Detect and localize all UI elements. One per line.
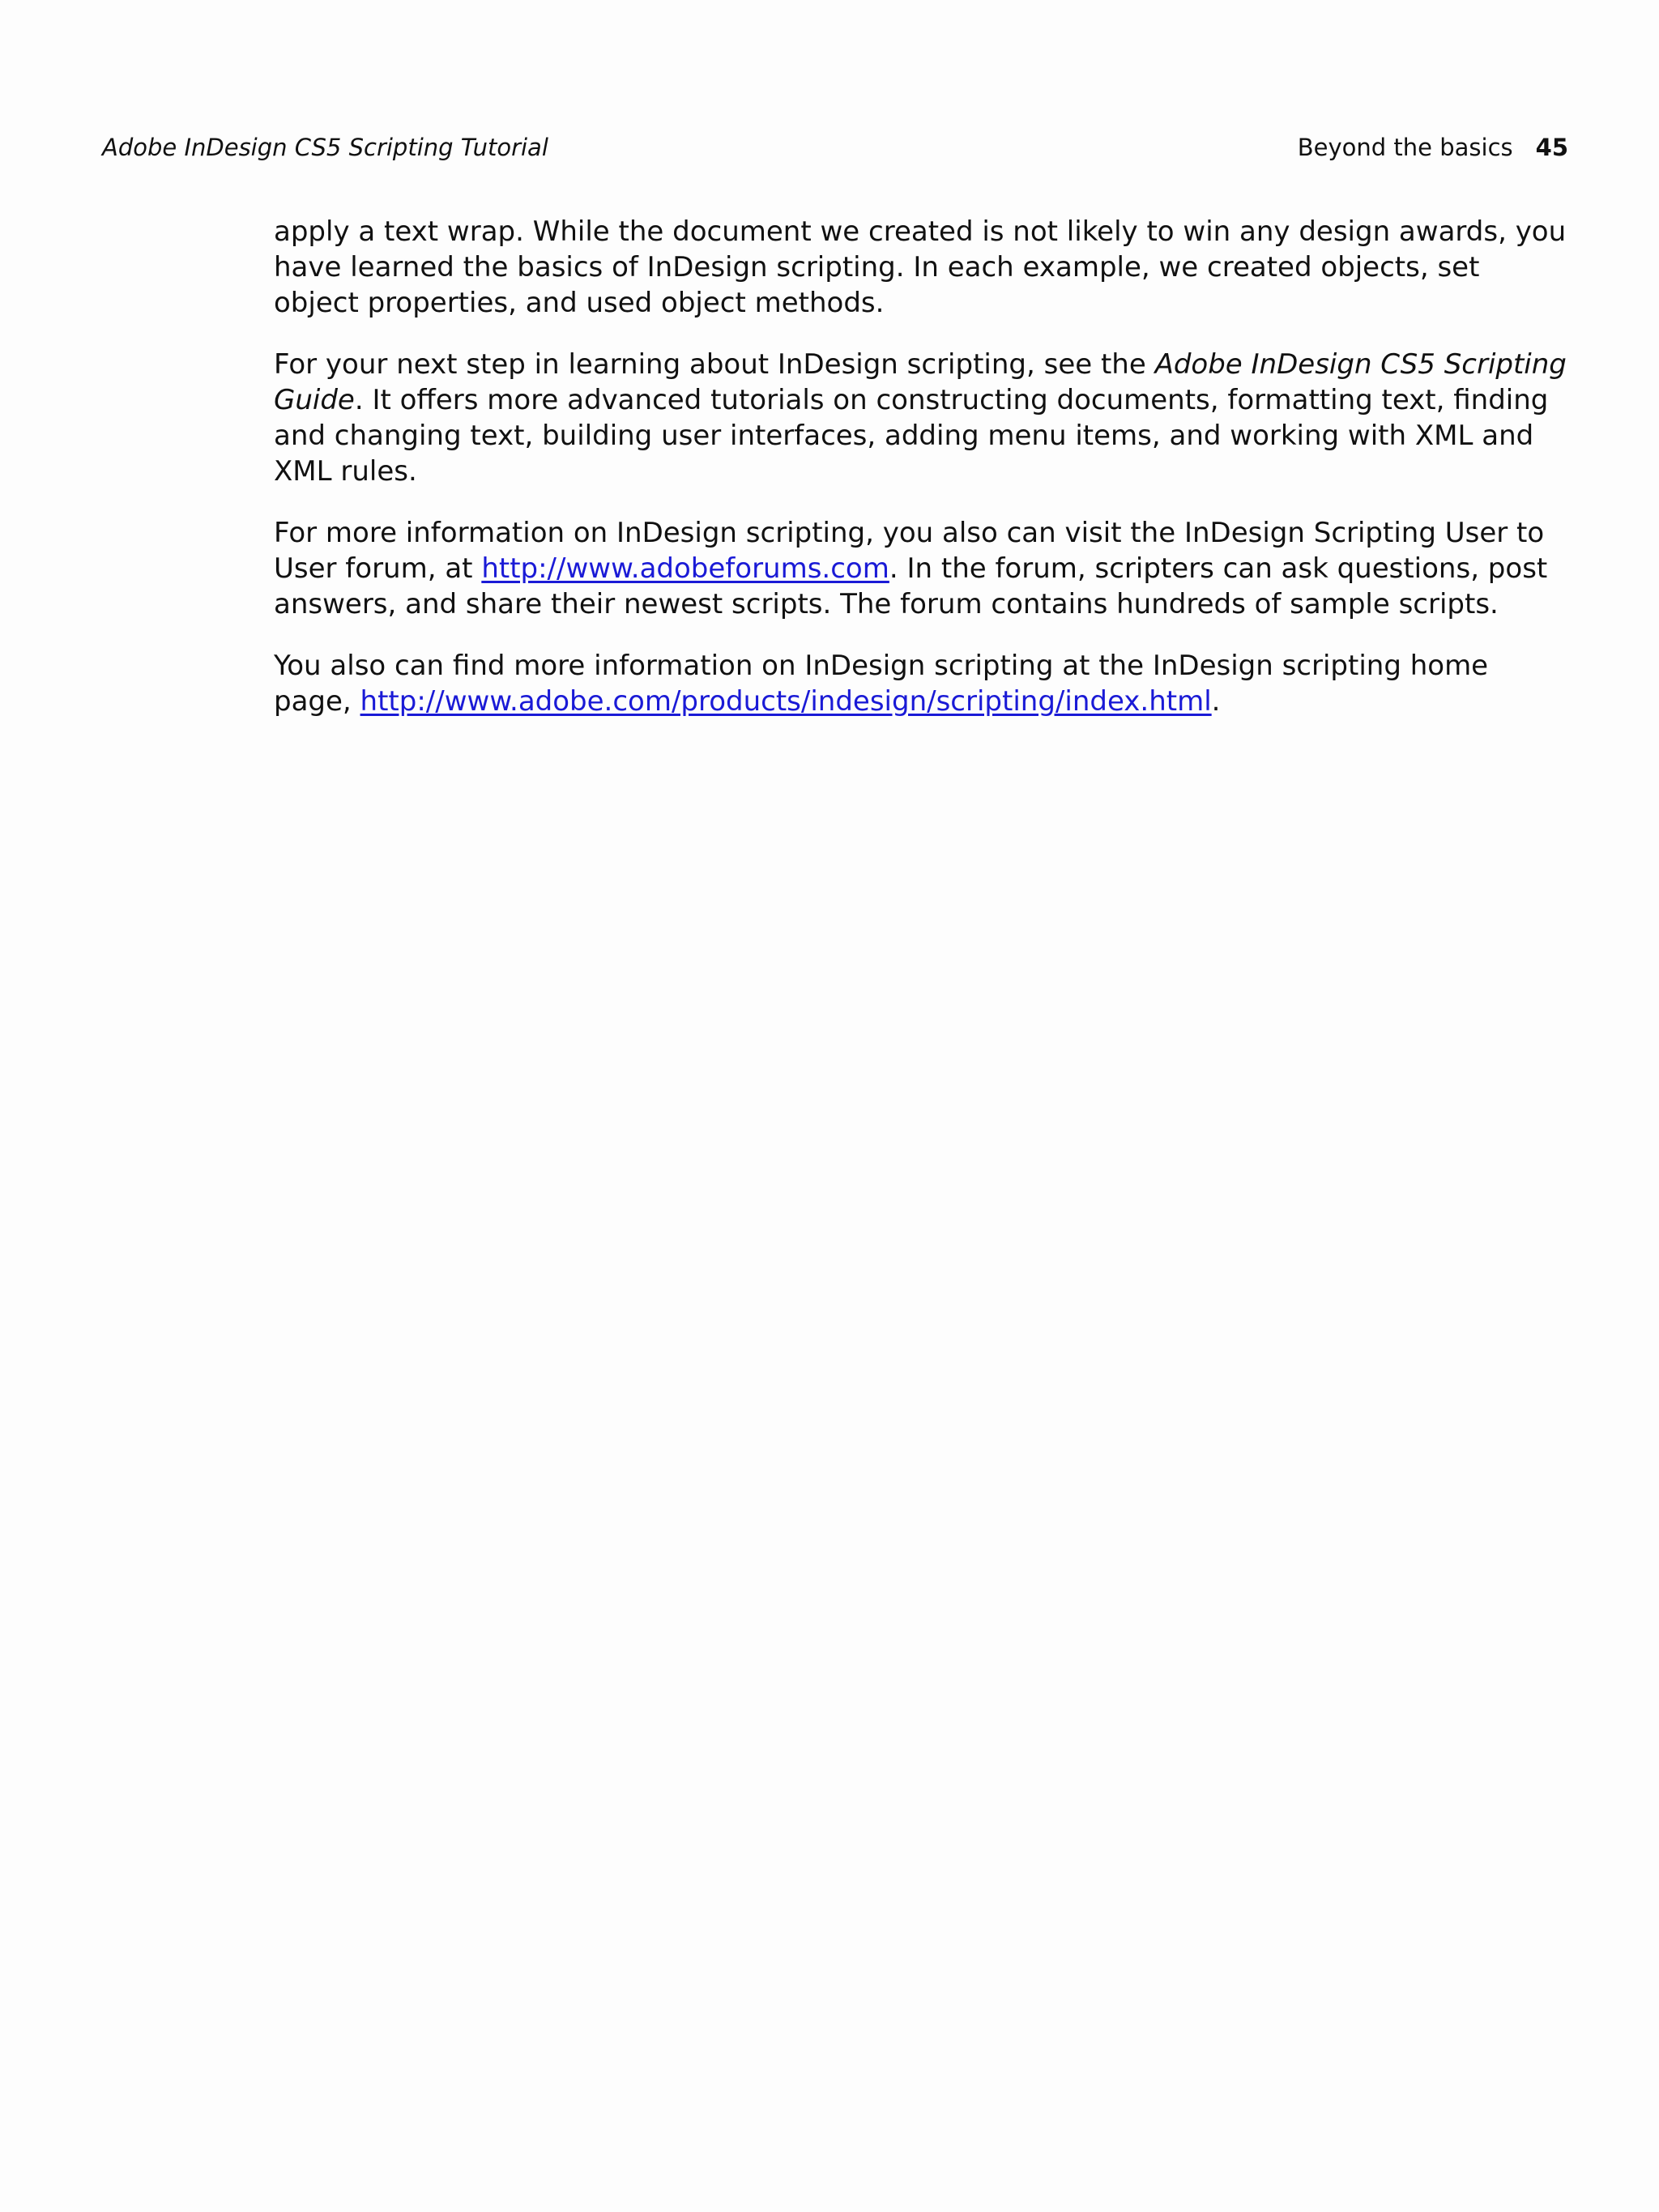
page-number: 45 xyxy=(1535,134,1568,161)
indesign-scripting-home-link[interactable]: http://www.adobe.com/products/indesign/scripting/index.html xyxy=(360,685,1212,718)
paragraph-1 xyxy=(274,214,1570,321)
paragraph-3-text-after: . In the forum, scripters can ask questions, post answers, and share their newest scripts. The forum contains hundreds of sample scripts. xyxy=(274,552,1548,620)
book-title: Adobe InDesign CS5 Scripting Tutorial xyxy=(102,134,548,161)
paragraph-3 xyxy=(274,515,1570,622)
paragraph-2 xyxy=(274,347,1570,489)
scripting-guide-title: Adobe InDesign CS5 Scripting Guide xyxy=(274,348,1567,416)
section-title: Beyond the basics xyxy=(1297,134,1513,161)
running-header xyxy=(102,130,1568,165)
paragraph-4 xyxy=(274,648,1570,719)
paragraph-4-text-before: You also can find more information on InDesign scripting at the InDesign scripting home page, xyxy=(274,650,1489,718)
paragraph-2-text-before: For your next step in learning about InDesign scripting, see the xyxy=(274,348,1155,381)
paragraph-2-text-after: . It offers more advanced tutorials on constructing documents, formatting text, finding and changing text, building user interfaces, adding menu items, and working with XML and XML rules. xyxy=(274,384,1549,488)
paragraph-1-text: apply a text wrap. While the document we created is not likely to win any design awards, you have learned the basics of InDesign scripting. In each example, we created objects, set object properties, and used object methods. xyxy=(274,215,1567,319)
paragraph-4-text-after: . xyxy=(1211,685,1221,718)
body-text xyxy=(274,214,1570,745)
paragraph-3-text-before: For more information on InDesign scripting, you also can visit the InDesign Scripting User to User forum, at xyxy=(274,517,1545,585)
header-right xyxy=(1298,130,1568,165)
adobeforums-link[interactable]: http://www.adobeforums.com xyxy=(481,552,889,585)
